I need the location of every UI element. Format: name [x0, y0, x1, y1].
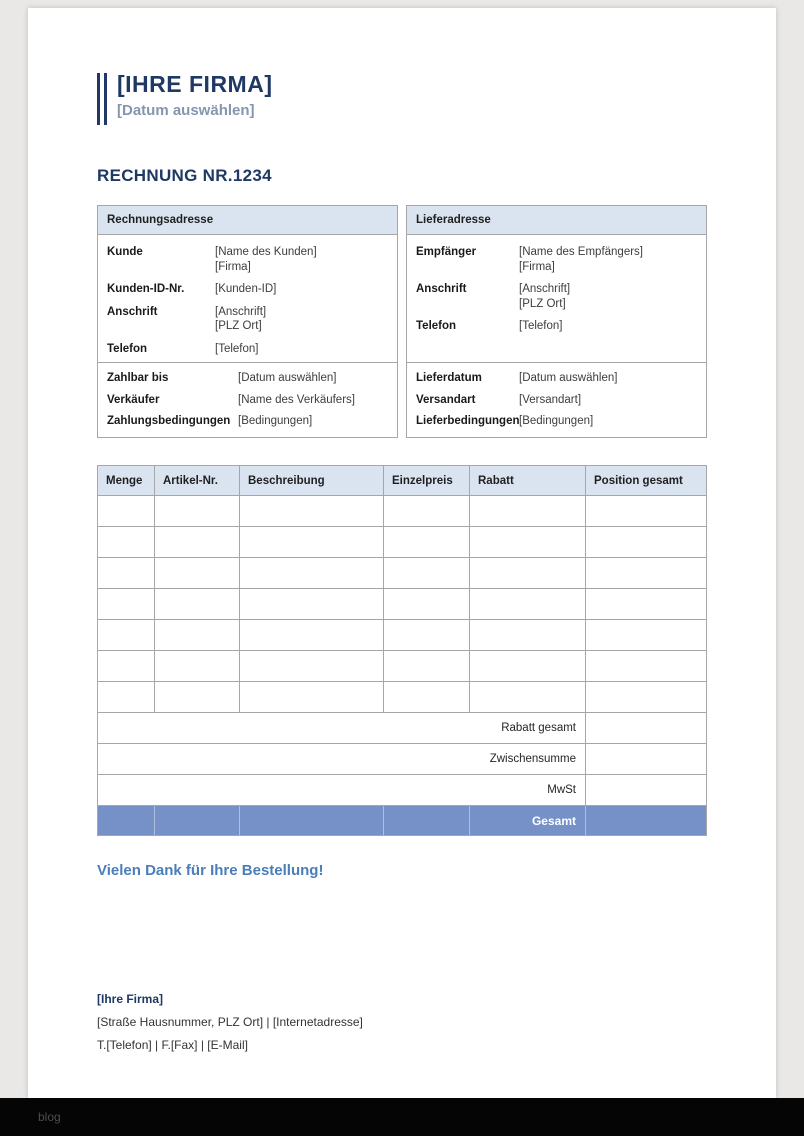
total-value-cell[interactable]	[586, 806, 707, 836]
item-cell[interactable]	[384, 620, 470, 651]
field-label: Versandart	[416, 393, 476, 406]
total-label: Gesamt	[470, 806, 586, 836]
invoice-page	[28, 8, 776, 1098]
billing-address-table	[97, 205, 398, 438]
summary-label-rabatt-gesamt: Rabatt gesamt	[98, 713, 586, 744]
summary-label-zwischensumme: Zwischensumme	[98, 744, 586, 775]
item-cell[interactable]	[586, 620, 707, 651]
column-header-artikel-nr: Artikel-Nr.	[155, 466, 240, 496]
terms-row	[107, 371, 393, 386]
field-label: Anschrift	[107, 305, 158, 318]
column-header-rabatt: Rabatt	[470, 466, 586, 496]
shipping-address-body	[406, 235, 707, 363]
summary-label-mwst: MwSt	[98, 775, 586, 806]
field-value[interactable]: [Anschrift] [PLZ Ort]	[519, 283, 571, 310]
item-cell[interactable]	[155, 496, 240, 527]
item-cell[interactable]	[155, 620, 240, 651]
field-value[interactable]: [Kunden-ID]	[215, 283, 277, 295]
address-row	[107, 305, 393, 334]
item-cell[interactable]	[155, 682, 240, 713]
item-cell[interactable]	[240, 682, 384, 713]
field-label: Telefon	[107, 342, 148, 355]
address-section	[97, 205, 707, 438]
invoice-title: RECHNUNG NR.1234	[97, 166, 272, 185]
items-table	[97, 465, 707, 836]
column-header-beschreibung: Beschreibung	[240, 466, 384, 496]
column-header-einzelpreis: Einzelpreis	[384, 466, 470, 496]
field-label: Kunden-ID-Nr.	[107, 283, 185, 295]
summary-value-cell[interactable]	[586, 744, 707, 775]
shipping-address-table	[406, 205, 707, 438]
field-label: Kunde	[107, 246, 143, 258]
terms-row	[416, 414, 702, 429]
item-cell[interactable]	[98, 589, 155, 620]
address-row	[416, 319, 702, 334]
item-cell[interactable]	[586, 682, 707, 713]
field-value[interactable]: [Name des Verkäufers]	[238, 393, 355, 406]
item-cell[interactable]	[384, 496, 470, 527]
field-label: Zahlungsbedingungen	[107, 415, 231, 427]
item-cell[interactable]	[98, 682, 155, 713]
footer-contact-line: T.[Telefon] | F.[Fax] | [E-Mail]	[97, 1038, 248, 1052]
field-value[interactable]: [Bedingungen]	[238, 415, 313, 427]
column-header-position-gesamt: Position gesamt	[586, 466, 707, 496]
billing-address-header: Rechnungsadresse	[97, 205, 398, 235]
item-cell[interactable]	[586, 558, 707, 589]
field-value[interactable]: [Name des Empfängers] [Firma]	[519, 246, 644, 273]
item-cell[interactable]	[586, 527, 707, 558]
bottom-bar	[0, 1098, 804, 1136]
item-cell[interactable]	[384, 558, 470, 589]
item-cell[interactable]	[384, 589, 470, 620]
item-cell[interactable]	[470, 496, 586, 527]
field-label: Lieferdatum	[416, 372, 482, 384]
company-logo-block	[97, 70, 707, 125]
item-cell[interactable]	[98, 527, 155, 558]
item-cell[interactable]	[240, 651, 384, 682]
address-row	[416, 282, 702, 311]
thanks-message: Vielen Dank für Ihre Bestellung!	[97, 862, 324, 879]
item-cell[interactable]	[98, 620, 155, 651]
item-cell[interactable]	[240, 558, 384, 589]
item-cell[interactable]	[98, 496, 155, 527]
footer-address-line: [Straße Hausnummer, PLZ Ort] | [Internetadresse]	[97, 1015, 363, 1029]
billing-address-body	[97, 235, 398, 363]
item-cell[interactable]	[470, 589, 586, 620]
field-label: Empfänger	[416, 246, 477, 258]
address-row	[416, 245, 702, 274]
column-header-menge: Menge	[98, 466, 155, 496]
total-row-cell	[98, 806, 155, 836]
item-cell[interactable]	[384, 651, 470, 682]
item-cell[interactable]	[384, 527, 470, 558]
total-row-cell	[384, 806, 470, 836]
field-value[interactable]: [Anschrift] [PLZ Ort]	[215, 305, 267, 332]
payment-terms-block	[97, 363, 398, 438]
address-row	[107, 282, 393, 297]
field-label: Lieferbedingungen	[416, 415, 520, 427]
field-value[interactable]: [Telefon]	[215, 342, 259, 355]
item-cell[interactable]	[586, 651, 707, 682]
field-value[interactable]: [Bedingungen]	[519, 415, 594, 427]
terms-row	[107, 393, 393, 408]
item-cell[interactable]	[470, 651, 586, 682]
item-cell[interactable]	[240, 496, 384, 527]
field-value[interactable]: [Datum auswählen]	[519, 372, 618, 384]
total-row-cell	[155, 806, 240, 836]
summary-value-cell[interactable]	[586, 713, 707, 744]
summary-value-cell[interactable]	[586, 775, 707, 806]
field-value[interactable]: [Name des Kunden] [Firma]	[215, 246, 317, 273]
footer-company-name: [Ihre Firma]	[97, 992, 164, 1006]
delivery-terms-block	[406, 363, 707, 438]
shipping-address-header: Lieferadresse	[406, 205, 707, 235]
logo-bars-icon	[97, 70, 107, 125]
field-value[interactable]: [Datum auswählen]	[238, 372, 337, 384]
company-name: [IHRE FIRMA]	[117, 71, 273, 97]
item-cell[interactable]	[470, 558, 586, 589]
item-cell[interactable]	[240, 589, 384, 620]
total-row-cell	[240, 806, 384, 836]
terms-row	[416, 393, 702, 408]
item-cell[interactable]	[470, 682, 586, 713]
item-cell[interactable]	[240, 527, 384, 558]
field-value[interactable]: [Versandart]	[519, 393, 582, 406]
item-cell[interactable]	[586, 496, 707, 527]
terms-row	[416, 371, 702, 386]
item-cell[interactable]	[240, 620, 384, 651]
field-label: Verkäufer	[107, 393, 160, 406]
blog-watermark: blog	[38, 1110, 61, 1124]
item-cell[interactable]	[155, 527, 240, 558]
item-cell[interactable]	[155, 589, 240, 620]
item-cell[interactable]	[586, 589, 707, 620]
item-cell[interactable]	[155, 651, 240, 682]
item-cell[interactable]	[470, 527, 586, 558]
item-cell[interactable]	[470, 620, 586, 651]
item-cell[interactable]	[98, 558, 155, 589]
field-label: Telefon	[416, 320, 457, 332]
terms-row	[107, 414, 393, 429]
address-row	[107, 245, 393, 274]
field-label: Anschrift	[416, 283, 467, 295]
item-cell[interactable]	[384, 682, 470, 713]
address-row	[107, 342, 393, 357]
field-label: Zahlbar bis	[107, 372, 169, 384]
page-footer	[97, 992, 707, 1053]
item-cell[interactable]	[98, 651, 155, 682]
item-cell[interactable]	[155, 558, 240, 589]
field-value[interactable]: [Telefon]	[519, 320, 563, 332]
date-placeholder[interactable]: [Datum auswählen]	[117, 102, 255, 119]
